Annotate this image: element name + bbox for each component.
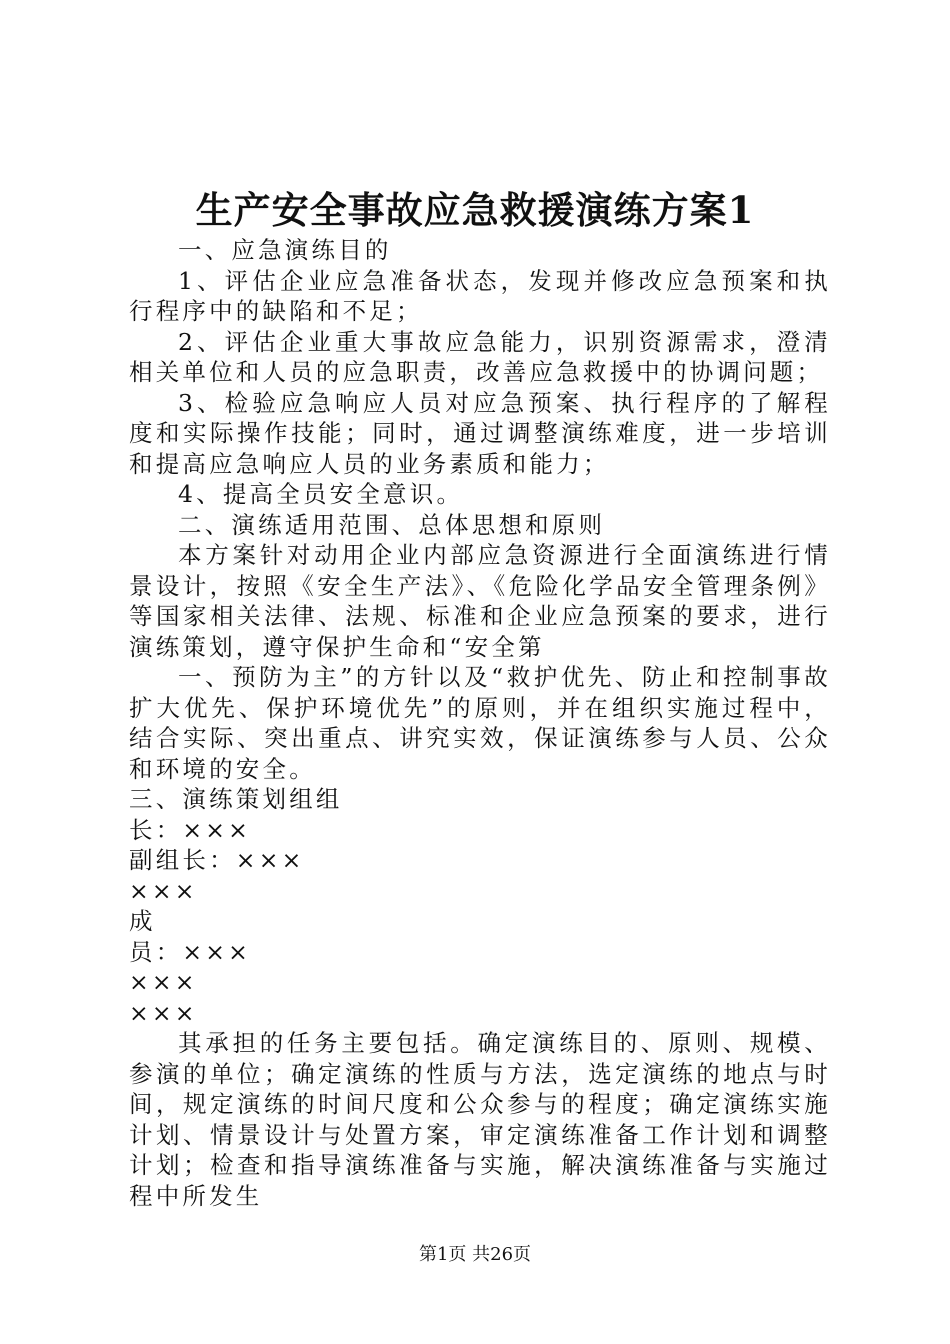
page-footer: 第1页 共26页: [418, 1244, 532, 1265]
deputy-leader-line: ×××: [129, 876, 198, 905]
paragraph: 一、预防为主”的方针以及“救护优先、防止和控制事故扩大优先、保护环境优先”的原则，并在组织实施过程中，结合实际、突出重点、讲究实效，保证演练参与人员、公众和环境的安全。: [129, 663, 831, 783]
deputy-leader-line: 副组长：×××: [129, 846, 305, 874]
paragraph: 4、提高全员安全意识。: [178, 480, 464, 508]
member-line: ×××: [129, 968, 198, 996]
member-line: 员：×××: [129, 937, 252, 966]
member-label-line: 成: [129, 907, 156, 935]
section-heading-purpose: 一、应急演练目的: [178, 236, 392, 264]
paragraph: 其承担的任务主要包括。确定演练目的、原则、规模、参演的单位；确定演练的性质与方法，选定演练的地点与时间，规定演练的时间尺度和公众参与的程度；确定演练实施计划、情景设计与处置方案，审定演练准备工作计划和调整计划；检查和指导演练准备与实施，解决演练准备与实施过程中所发生: [129, 1029, 831, 1210]
group-leader-line: 长：×××: [129, 815, 252, 844]
document-body: [129, 235, 831, 1211]
member-line: ×××: [129, 998, 198, 1027]
paragraph: 1、评估企业应急准备状态，发现并修改应急预案和执行程序中的缺陷和不足；: [129, 266, 831, 325]
paragraph: 3、检验应急响应人员对应急预案、执行程序的了解程度和实际操作技能；同时，通过调整演练难度，进一步培训和提高应急响应人员的业务素质和能力；: [129, 388, 831, 478]
paragraph: 2、评估企业重大事故应急能力，识别资源需求，澄清相关单位和人员的应急职责，改善应急救援中的协调问题；: [129, 327, 831, 386]
section-heading-scope: 二、演练适用范围、总体思想和原则: [178, 510, 606, 539]
paragraph: 本方案针对动用企业内部应急资源进行全面演练进行情景设计，按照《安全生产法》、《危险化学品安全管理条例》等国家相关法律、法规、标准和企业应急预案的要求，进行演练策划，遵守保护生命和“安全第: [129, 541, 831, 661]
section-heading-planning-group: 三、演练策划组组: [129, 785, 343, 813]
page-title: 生产安全事故应急救援演练方案1: [195, 188, 755, 232]
